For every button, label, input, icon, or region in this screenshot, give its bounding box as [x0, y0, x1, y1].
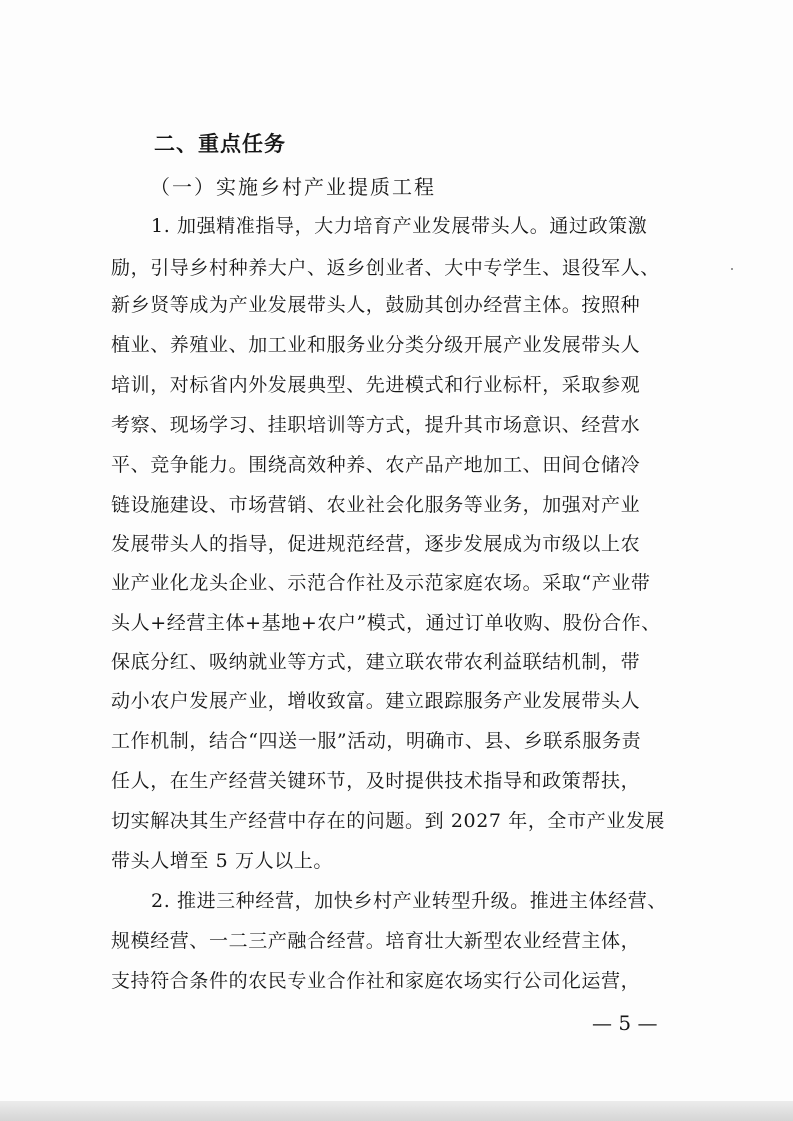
paragraph-line: 考察、现场学习、挂职培训等方式，提升其市场意识、经营水 — [111, 414, 641, 436]
paragraph-line: 1. 加强精准指导，大力培育产业发展带头人。通过政策激 — [151, 215, 648, 237]
subsection-heading: （一）实施乡村产业提质工程 — [150, 175, 436, 199]
paragraph-line: 平、竞争能力。围绕高效种养、农产品产地加工、田间仓储冷 — [111, 454, 641, 476]
paragraph-line: 切实解决其生产经营中存在的问题。到 2027 年，全市产业发展 — [111, 810, 666, 832]
scan-speck — [731, 268, 733, 270]
paragraph-line: 工作机制，结合“四送一服”活动，明确市、县、乡联系服务责 — [111, 730, 642, 752]
paragraph-line: 培训，对标省内外发展典型、先进模式和行业标杆，采取参观 — [111, 374, 641, 396]
page-number: — 5 — — [592, 1011, 658, 1035]
paragraph-line: 带头人增至 5 万人以上。 — [111, 850, 333, 872]
paragraph-line: 支持符合条件的农民专业合作社和家庭农场实行公司化运营， — [111, 970, 641, 992]
scan-edge-band — [0, 1101, 793, 1121]
paragraph-line: 新乡贤等成为产业发展带头人，鼓励其创办经营主体。按照种 — [111, 294, 641, 316]
paragraph-line: 保底分红、吸纳就业等方式，建立联农带农利益联结机制，带 — [111, 651, 641, 673]
paragraph-line: 任人，在生产经营关键环节，及时提供技术指导和政策帮扶， — [111, 770, 641, 792]
paragraph-line: 植业、养殖业、加工业和服务业分类分级开展产业发展带头人 — [111, 334, 641, 356]
paragraph-line: 发展带头人的指导，促进规范经营，逐步发展成为市级以上农 — [111, 533, 641, 555]
paragraph-line: 动小农户发展产业，增收致富。建立跟踪服务产业发展带头人 — [111, 690, 641, 712]
section-heading: 二、重点任务 — [154, 132, 286, 156]
paragraph-line: 业产业化龙头企业、示范合作社及示范家庭农场。采取“产业带 — [111, 572, 651, 594]
paragraph-line: 链设施建设、市场营销、农业社会化服务等业务，加强对产业 — [111, 494, 641, 516]
paragraph-line: 励，引导乡村种养大户、返乡创业者、大中专学生、退役军人、 — [111, 257, 660, 279]
paragraph-line: 头人+经营主体+基地+农户”模式，通过订单收购、股份合作、 — [111, 612, 661, 634]
paragraph-line: 2. 推进三种经营，加快乡村产业转型升级。推进主体经营、 — [151, 890, 667, 912]
paragraph-line: 规模经营、一二三产融合经营。培育壮大新型农业经营主体， — [111, 930, 641, 952]
